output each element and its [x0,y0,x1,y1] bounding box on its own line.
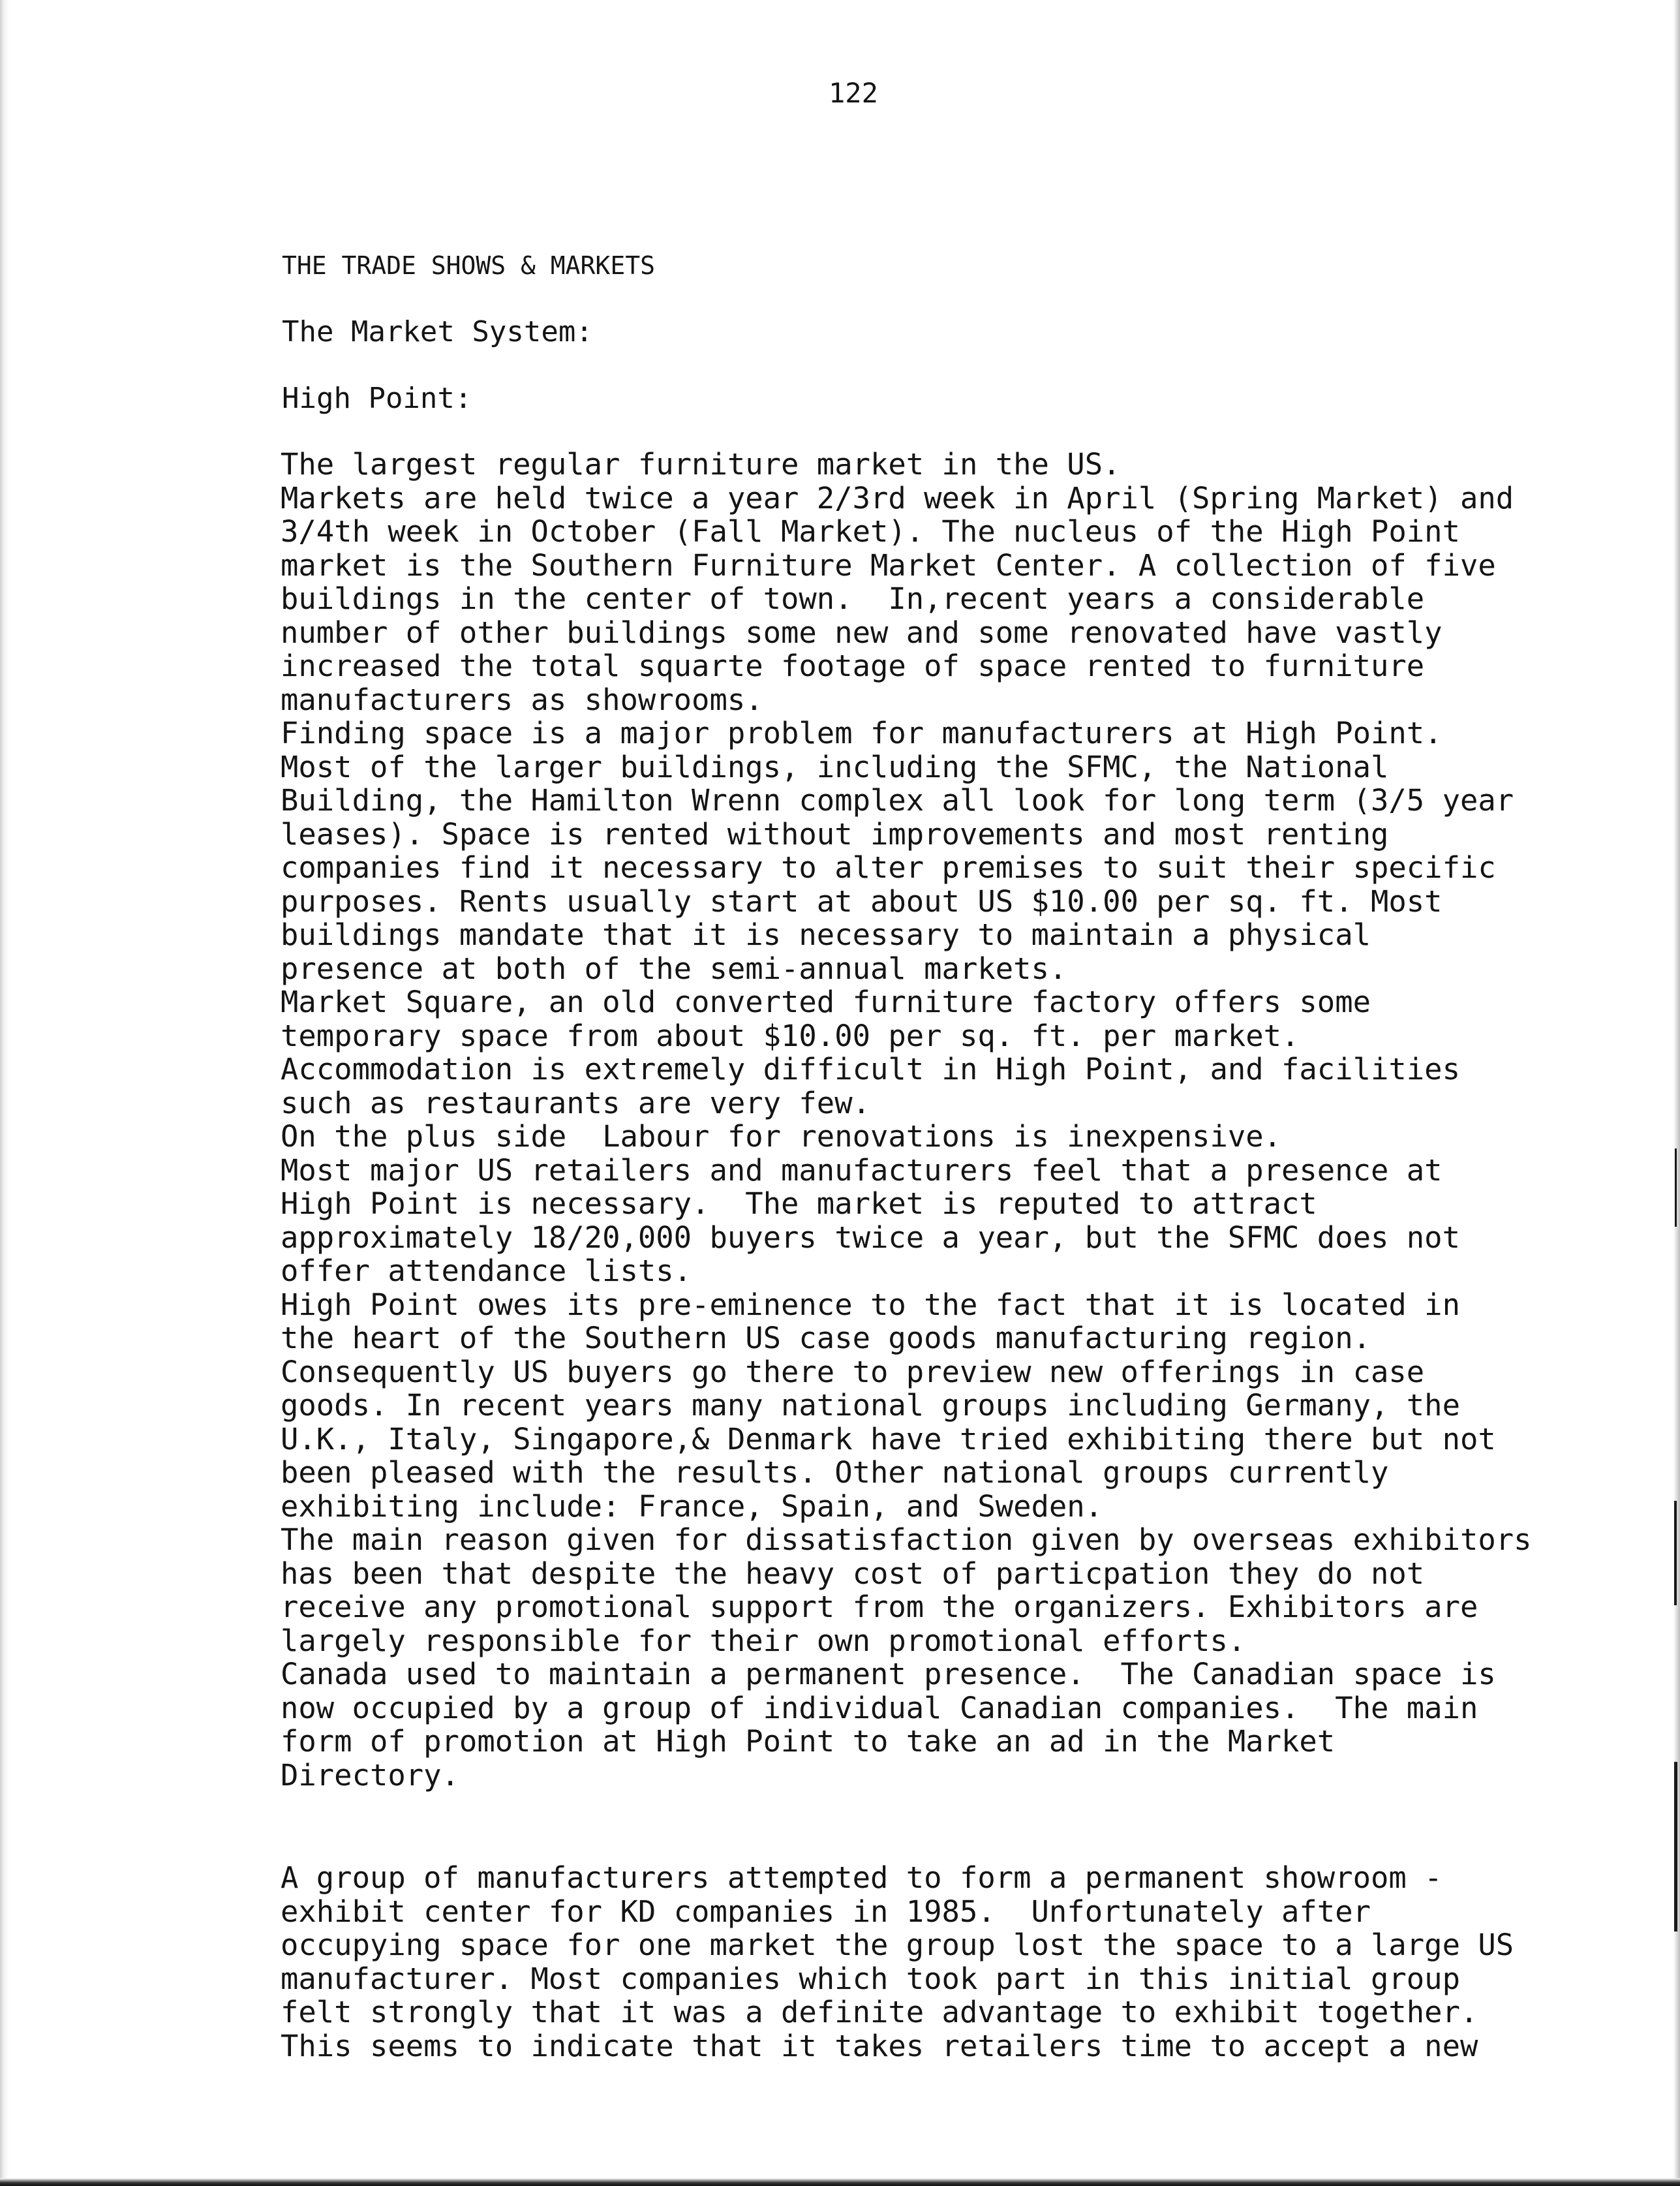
text-line: Most of the larger buildings, including the SFMC, the National [281,749,1389,784]
scan-bottom-edge [0,2178,1680,2186]
text-line: buildings mandate that it is necessary to maintain a physical [281,917,1371,952]
text-line: exhibit center for KD companies in 1985. Unfortunately after [281,1894,1371,1929]
text-line: Markets are held twice a year 2/3rd week in April (Spring Market) and [281,480,1514,516]
text-line: largely responsible for their own promotional efforts. [281,1623,1246,1658]
text-line: Finding space is a major problem for manufacturers at High Point. [281,716,1443,750]
text-line: manufacturer. Most companies which took part in this initial group [281,1961,1460,1996]
section-title: THE TRADE SHOWS & MARKETS [282,251,655,280]
text-line: This seems to indicate that it takes retailers time to accept a new [281,2028,1478,2063]
text-line: market is the Southern Furniture Market Center. A collection of five [281,547,1496,583]
text-line: has been that despite the heavy cost of particpation they do not [281,1556,1425,1591]
text-line: purposes. Rents usually start at about US $10.00 per sq. ft. Most [281,884,1443,919]
text-line: Most major US retailers and manufacturers feel that a presence at [281,1152,1443,1188]
text-line: A group of manufacturers attempted to form a permanent showroom - [281,1860,1443,1895]
text-line: Building, the Hamilton Wrenn complex all look for long term (3/5 year [281,783,1514,818]
text-line: manufacturers as showrooms. [281,682,763,717]
text-line: companies find it necessary to alter premises to suit their specific [281,850,1496,885]
text-line: occupying space for one market the group lost the space to a large US [281,1928,1514,1962]
text-line: temporary space from about $10.00 per sq. ft. per market. [281,1018,1300,1053]
text-line: Market Square, an old converted furniture factory offers some [281,985,1371,1019]
main-paragraph [281,448,1532,1792]
text-line: increased the total squarte footage of space rented to furniture [281,649,1425,683]
text-line: felt strongly that it was a definite advantage to exhibit together. [281,1995,1478,2029]
page-number: 122 [829,77,878,109]
margin-mark [1675,1148,1677,1227]
text-line: The main reason given for dissatisfaction given by overseas exhibitors [281,1522,1532,1557]
text-line: High Point is necessary. The market is reputed to attract [281,1186,1317,1221]
text-line: On the plus side Labour for renovations is inexpensive. [281,1119,1282,1154]
text-line: High Point owes its pre-eminence to the fact that it is located in [281,1287,1460,1322]
text-line: leases). Space is rented without improvements and most renting [281,816,1389,852]
margin-mark [1674,1762,1677,1932]
text-line: Consequently US buyers go there to preview new offerings in case [281,1354,1425,1389]
text-line: approximately 18/20,000 buyers twice a year, but the SFMC does not [281,1220,1460,1255]
location-title: High Point: [282,382,472,415]
text-line: number of other buildings some new and some renovated have vastly [281,615,1443,650]
text-line: 3/4th week in October (Fall Market). The nucleus of the High Point [281,514,1460,549]
text-line: Canada used to maintain a permanent presence. The Canadian space is [281,1657,1496,1691]
text-line: now occupied by a group of individual Canadian companies. The main [281,1690,1478,1725]
text-line: offer attendance lists. [281,1254,692,1288]
text-line: Accommodation is extremely difficult in High Point, and facilities [281,1052,1460,1086]
subsection-title: The Market System: [282,315,593,348]
text-line: The largest regular furniture market in the US. [281,447,1121,482]
scan-left-edge [0,0,9,2186]
text-line: goods. In recent years many national groups including Germany, the [281,1388,1460,1423]
text-line: U.K., Italy, Singapore,& Denmark have tried exhibiting there but not [281,1421,1496,1456]
text-line: Directory. [281,1757,459,1793]
text-line: such as restaurants are very few. [281,1085,870,1120]
text-line: form of promotion at High Point to take an ad in the Market [281,1724,1336,1759]
text-line: exhibiting include: France, Spain, and Sweden. [281,1488,1103,1524]
text-line: buildings in the center of town. In,recent years a considerable [281,581,1425,616]
text-line: receive any promotional support from the organizers. Exhibitors are [281,1590,1478,1624]
text-line: the heart of the Southern US case goods manufacturing region. [281,1321,1371,1355]
text-line: presence at both of the semi-annual markets. [281,951,1067,986]
text-line: been pleased with the results. Other national groups currently [281,1455,1389,1490]
margin-mark [1674,1501,1677,1605]
second-paragraph [281,1861,1514,2063]
